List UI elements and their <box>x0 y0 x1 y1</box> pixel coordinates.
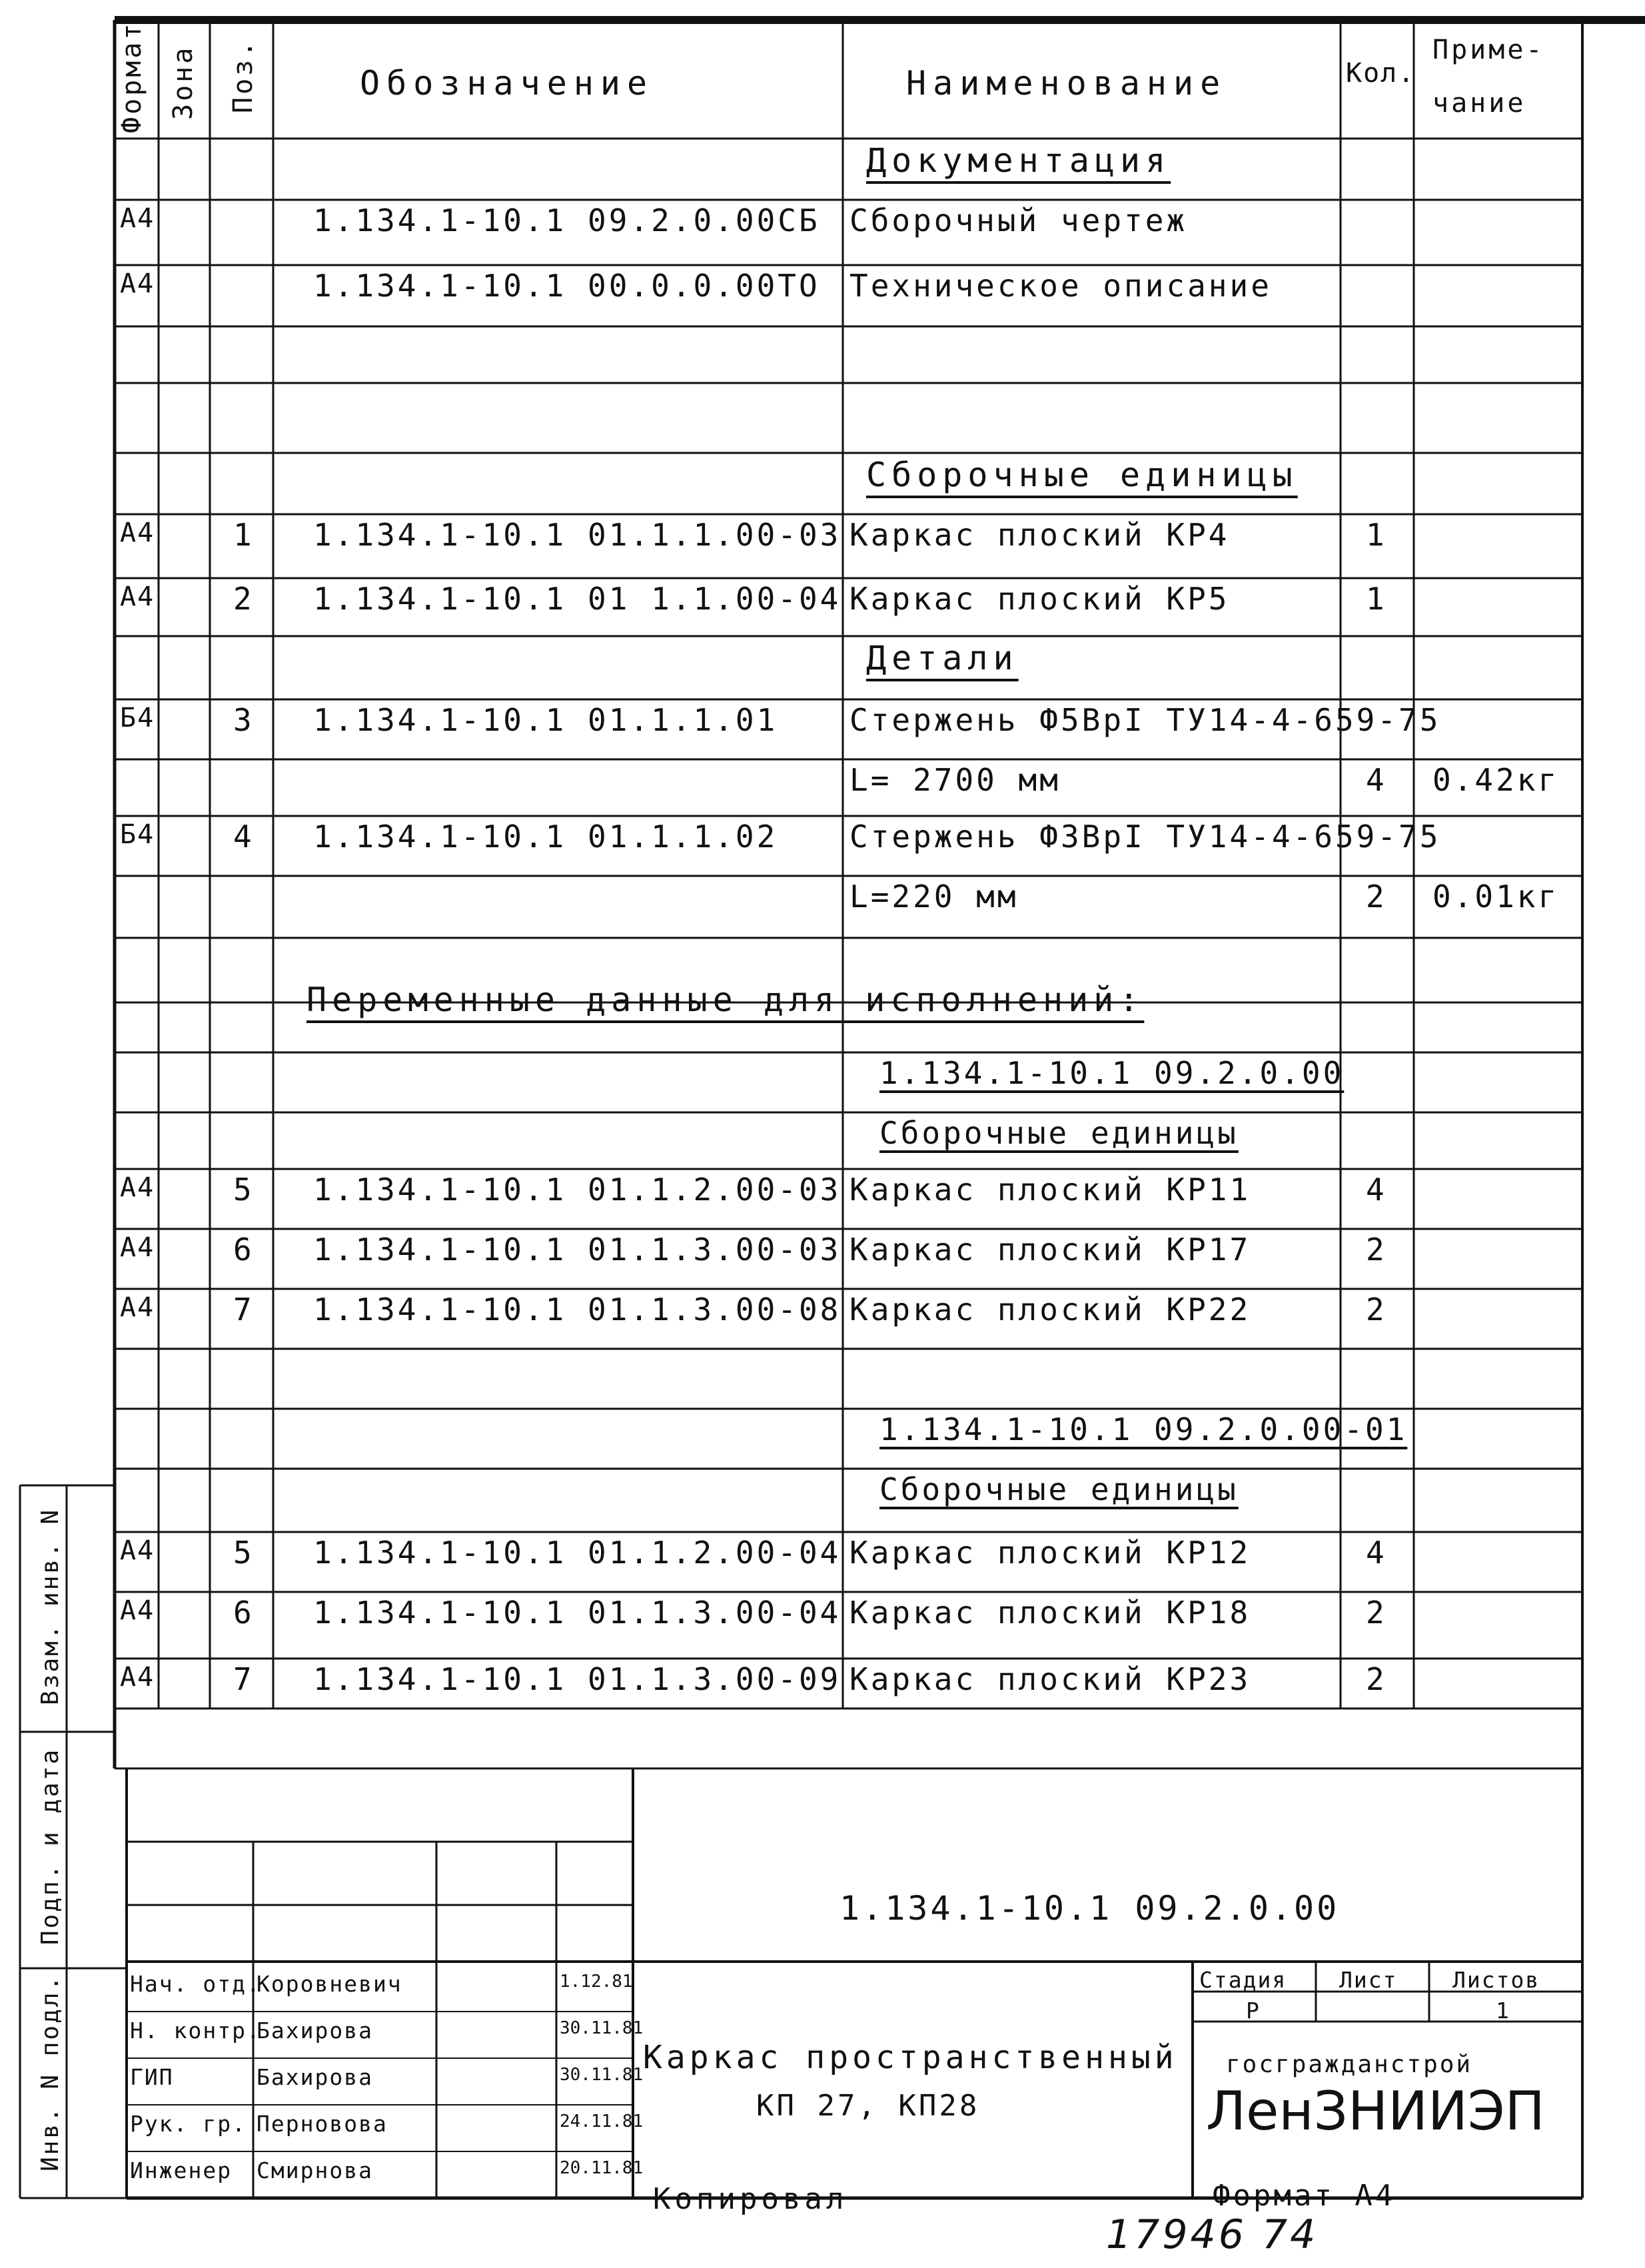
row-name: Каркас плоский КР11 <box>849 1172 1251 1208</box>
row-designation: 1.134.1-10.1 01.1.3.00-08 <box>313 1292 841 1327</box>
row-name: Каркас плоский КР4 <box>849 517 1230 553</box>
row-pos: 3 <box>233 702 255 738</box>
row-qty: 1 <box>1366 517 1387 553</box>
row-pos: 4 <box>233 819 255 855</box>
section-heading: Сборочные единицы <box>866 456 1298 494</box>
signature-name: Перновова <box>257 2111 388 2137</box>
subsection-heading: 1.134.1-10.1 09.2.0.00 <box>879 1055 1345 1091</box>
row-designation: 1.134.1-10.1 01.1.3.00-09 <box>313 1661 841 1697</box>
row-pos: 1 <box>233 517 255 553</box>
row-qty: 2 <box>1366 1232 1387 1268</box>
sheet-label: Лист <box>1339 1967 1398 1993</box>
signature-name: Коровневич <box>257 1971 402 1997</box>
row-qty: 2 <box>1366 879 1387 915</box>
margin-inv-podl: Инв. N подл. <box>37 1974 64 2171</box>
signature-name: Смирнова <box>257 2157 373 2183</box>
row-format: А4 <box>120 203 155 234</box>
row-qty: 4 <box>1366 762 1387 798</box>
row-note: 0.01кг <box>1432 879 1560 915</box>
row-designation: 1.134.1-10.1 01.1.1.01 <box>313 702 778 738</box>
row-pos: 6 <box>233 1595 255 1631</box>
row-designation: 1.134.1-10.1 01.1.3.00-04 <box>313 1595 841 1631</box>
row-name: Каркас плоский КР22 <box>849 1292 1251 1327</box>
org-line1: госгражданстрой <box>1226 2051 1473 2078</box>
row-designation: 1.134.1-10.1 01.1.1.00-03 <box>313 517 841 553</box>
margin-podp-data: Подп. и дата <box>37 1747 64 1945</box>
row-pos: 7 <box>233 1661 255 1697</box>
signature-date: 20.11.81 <box>560 2158 644 2178</box>
section-heading: Документация <box>866 141 1171 180</box>
row-format: Б4 <box>120 703 155 733</box>
signature-name: Бахирова <box>257 2018 373 2044</box>
signature-role: Инженер <box>130 2157 233 2183</box>
row-pos: 5 <box>233 1535 255 1571</box>
row-qty: 2 <box>1366 1661 1387 1697</box>
row-name: Каркас плоский КР5 <box>849 581 1230 617</box>
row-name: Каркас плоский КР23 <box>849 1661 1251 1697</box>
subsection-heading: Сборочные единицы <box>879 1471 1239 1507</box>
header-name: Наименование <box>906 64 1227 103</box>
row-name: L= 2700 мм <box>849 762 1061 798</box>
subsection-heading: Сборочные единицы <box>879 1115 1239 1151</box>
title-line1: Каркас пространственный <box>643 2039 1178 2076</box>
header-qty: Кол. <box>1346 58 1416 89</box>
signature-date: 24.11.81 <box>560 2111 644 2131</box>
header-note-line1: Приме- <box>1432 35 1545 65</box>
row-format: А4 <box>120 1595 155 1626</box>
row-name: Сборочный чертеж <box>849 202 1188 238</box>
signature-date: 1.12.81 <box>560 1972 633 1992</box>
row-qty: 2 <box>1366 1292 1387 1327</box>
format-label: Формат А4 <box>1213 2179 1396 2213</box>
row-format: А4 <box>120 1172 155 1203</box>
archive-number: 17946 74 <box>1106 2211 1319 2258</box>
margin-inv-zam: Взам. инв. N <box>37 1507 64 1705</box>
sheets-value: 1 <box>1496 1998 1510 2024</box>
row-qty: 1 <box>1366 581 1387 617</box>
subsection-heading: 1.134.1-10.1 09.2.0.00-01 <box>879 1411 1408 1447</box>
sheets-label: Листов <box>1452 1967 1540 1993</box>
signature-name: Бахирова <box>257 2064 373 2090</box>
header-pos: Поз. <box>228 38 259 113</box>
header-format: Формат <box>117 21 147 133</box>
row-name: L=220 мм <box>849 879 1019 915</box>
row-format: А4 <box>120 268 155 299</box>
signature-role: Нач. отд. <box>130 1971 261 1997</box>
row-name: Каркас плоский КР17 <box>849 1232 1251 1268</box>
row-pos: 5 <box>233 1172 255 1208</box>
row-name: Каркас плоский КР18 <box>849 1595 1251 1631</box>
section-heading: Детали <box>866 639 1019 677</box>
signature-role: Н. контр. <box>130 2018 261 2044</box>
doc-number: 1.134.1-10.1 09.2.0.00 <box>839 1889 1340 1928</box>
row-designation: 1.134.1-10.1 09.2.0.00СБ <box>313 202 820 238</box>
signature-date: 30.11.81 <box>560 2065 644 2085</box>
signature-date: 30.11.81 <box>560 2018 644 2038</box>
row-qty: 4 <box>1366 1535 1387 1571</box>
row-format: Б4 <box>120 819 155 850</box>
row-name: Каркас плоский КР12 <box>849 1535 1251 1571</box>
row-format: А4 <box>120 1535 155 1566</box>
row-designation: 1.134.1-10.1 01 1.1.00-04 <box>313 581 841 617</box>
row-format: А4 <box>120 581 155 612</box>
row-designation: 1.134.1-10.1 01.1.2.00-04 <box>313 1535 841 1571</box>
signature-role: ГИП <box>130 2064 174 2090</box>
header-designation: Обозначение <box>360 64 654 103</box>
title-line2: КП 27, КП28 <box>756 2089 980 2123</box>
row-note: 0.42кг <box>1432 762 1560 798</box>
row-qty: 2 <box>1366 1595 1387 1631</box>
stage-value: Р <box>1246 1998 1261 2024</box>
org-line2: ЛенЗНИИЭП <box>1206 2080 1545 2142</box>
stage-label: Стадия <box>1199 1967 1287 1993</box>
row-format: А4 <box>120 1662 155 1693</box>
row-qty: 4 <box>1366 1172 1387 1208</box>
copied-label: Копировал <box>653 2182 848 2216</box>
row-name: Стержень Ф3ВрI ТУ14-4-659-75 <box>849 819 1441 855</box>
header-zone: Зона <box>168 45 199 120</box>
row-designation: 1.134.1-10.1 01.1.1.02 <box>313 819 778 855</box>
signature-role: Рук. гр. <box>130 2111 247 2137</box>
header-note-line2: чание <box>1432 88 1526 119</box>
row-name: Стержень Ф5ВрI ТУ14-4-659-75 <box>849 702 1441 738</box>
row-designation: 1.134.1-10.1 00.0.0.00ТО <box>313 268 820 304</box>
row-pos: 6 <box>233 1232 255 1268</box>
row-format: А4 <box>120 1292 155 1323</box>
row-designation: 1.134.1-10.1 01.1.3.00-03 <box>313 1232 841 1268</box>
row-format: А4 <box>120 518 155 548</box>
row-designation: 1.134.1-10.1 01.1.2.00-03 <box>313 1172 841 1208</box>
row-format: А4 <box>120 1232 155 1263</box>
variable-data-heading: Переменные данные для исполнений: <box>306 980 1145 1019</box>
row-pos: 2 <box>233 581 255 617</box>
row-name: Техническое описание <box>849 268 1272 304</box>
row-pos: 7 <box>233 1292 255 1327</box>
